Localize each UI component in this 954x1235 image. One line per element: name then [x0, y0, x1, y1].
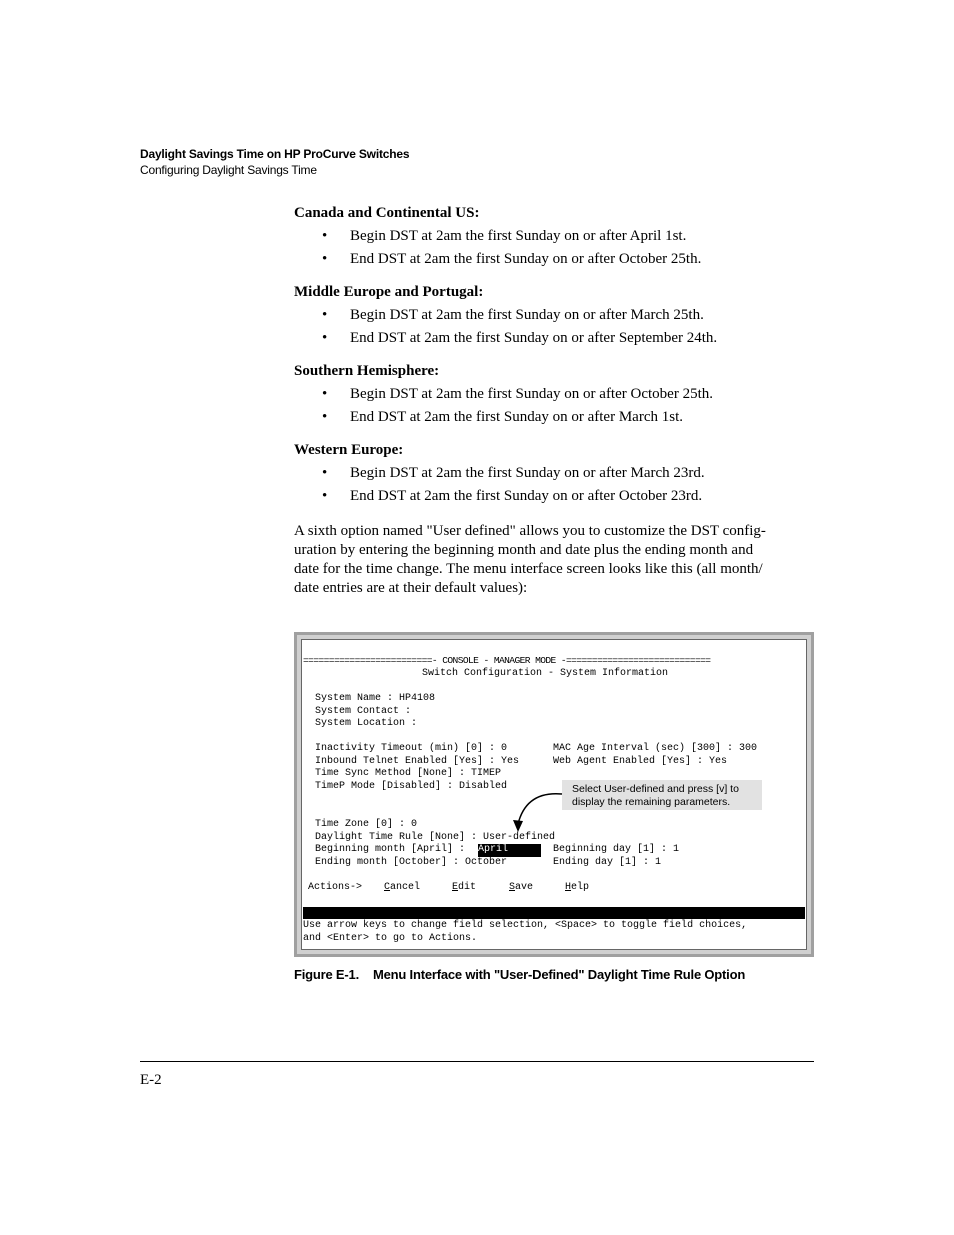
web-agent-field[interactable]: Web Agent Enabled [Yes] : Yes [553, 756, 728, 767]
system-name-field[interactable]: System Name : HP4108 [315, 693, 436, 704]
bullet-list [294, 385, 824, 427]
help-line: Use arrow keys to change field selection, <Space> to toggle field choices, [303, 920, 748, 931]
time-zone-field[interactable]: Time Zone [0] : 0 [315, 819, 418, 830]
bullet-item: • End DST at 2am the first Sunday on or after October 25th. [294, 250, 824, 269]
system-location-field[interactable]: System Location : [315, 718, 418, 729]
save-hotkey: S [509, 882, 516, 893]
paragraph-line: uration by entering the beginning month and date plus the ending month and [294, 542, 754, 558]
bullet-list [294, 227, 824, 269]
figure-label: Figure E-1. [294, 967, 359, 982]
bullet-item: • Begin DST at 2am the first Sunday on or after October 25th. [294, 385, 824, 404]
save-action-button[interactable] [509, 882, 533, 895]
bullet-list [294, 306, 824, 348]
console-header-line: =========================- CONSOLE - MANAGER MODE -============================ [303, 655, 711, 666]
save-action-text: ave [515, 882, 534, 893]
system-contact-field[interactable]: System Contact : [315, 706, 412, 717]
inactivity-timeout-field[interactable]: Inactivity Timeout (min) [0] : 0 [315, 743, 508, 754]
figure-caption-text: Menu Interface with "User-Defined" Daylight Time Rule Option [372, 967, 746, 982]
figure-frame [294, 632, 814, 957]
daylight-time-rule-field[interactable]: Daylight Time Rule [None] : User-defined [315, 832, 556, 843]
beginning-day-field[interactable]: Beginning day [1] : 1 [553, 844, 680, 855]
region-heading: Southern Hemisphere: [294, 363, 440, 379]
edit-action-text: dit [458, 882, 477, 893]
ending-month-field[interactable]: Ending month [October] : October [315, 857, 508, 868]
running-header-title: Daylight Savings Time on HP ProCurve Switches [140, 147, 410, 161]
page-number: E-2 [140, 1072, 162, 1088]
body-text [294, 204, 824, 598]
footer-rule [140, 1061, 814, 1062]
region-heading: Canada and Continental US: [294, 205, 480, 221]
bullet-item: • End DST at 2am the first Sunday on or after September 24th. [294, 329, 824, 348]
bullet-item: • End DST at 2am the first Sunday on or after March 1st. [294, 408, 824, 427]
paragraph-line: date entries are at their default values): [294, 580, 528, 596]
screen-title: Switch Configuration - System Information [422, 668, 669, 679]
edit-action-button[interactable] [452, 882, 476, 895]
paragraph-line: A sixth option named "User defined" allows you to customize the DST config- [294, 523, 766, 539]
figure-caption [294, 967, 745, 982]
console-screen [301, 639, 807, 950]
region-heading: Western Europe: [294, 442, 404, 458]
running-header-subtitle: Configuring Daylight Savings Time [140, 163, 317, 177]
ending-day-field[interactable]: Ending day [1] : 1 [553, 857, 662, 868]
callout-line: Select User-defined and press [v] to [572, 783, 739, 795]
callout-arrow-icon [506, 788, 566, 838]
help-line: and <Enter> to go to Actions. [303, 933, 478, 944]
message-bar [303, 907, 805, 919]
region-heading: Middle Europe and Portugal: [294, 284, 484, 300]
help-hotkey: H [565, 882, 572, 893]
help-action-button[interactable] [565, 882, 589, 895]
bullet-item: • Begin DST at 2am the first Sunday on or after March 23rd. [294, 464, 824, 483]
bullet-list [294, 464, 824, 506]
bullet-item: • End DST at 2am the first Sunday on or after October 23rd. [294, 487, 824, 506]
callout-box [562, 780, 762, 810]
help-action-text: elp [571, 882, 590, 893]
bullet-item: • Begin DST at 2am the first Sunday on or after March 25th. [294, 306, 824, 325]
cancel-hotkey: C [384, 882, 391, 893]
mac-age-interval-field[interactable]: MAC Age Interval (sec) [300] : 300 [553, 743, 758, 754]
time-sync-method-field[interactable]: Time Sync Method [None] : TIMEP [315, 768, 502, 779]
cancel-action-text: ancel [390, 882, 421, 893]
callout-line: display the remaining parameters. [572, 796, 731, 808]
actions-label: Actions-> [308, 882, 363, 893]
beginning-month-label: Beginning month [April] : [315, 844, 466, 855]
paragraph-line: date for the time change. The menu interface screen looks like this (all month/ [294, 561, 763, 577]
cancel-action-button[interactable] [384, 882, 420, 895]
timep-mode-field[interactable]: TimeP Mode [Disabled] : Disabled [315, 781, 508, 792]
beginning-month-input[interactable]: April [478, 844, 541, 857]
body-paragraph [294, 522, 816, 598]
bullet-item: • Begin DST at 2am the first Sunday on or after April 1st. [294, 227, 824, 246]
edit-hotkey: E [452, 882, 459, 893]
inbound-telnet-field[interactable]: Inbound Telnet Enabled [Yes] : Yes [315, 756, 520, 767]
